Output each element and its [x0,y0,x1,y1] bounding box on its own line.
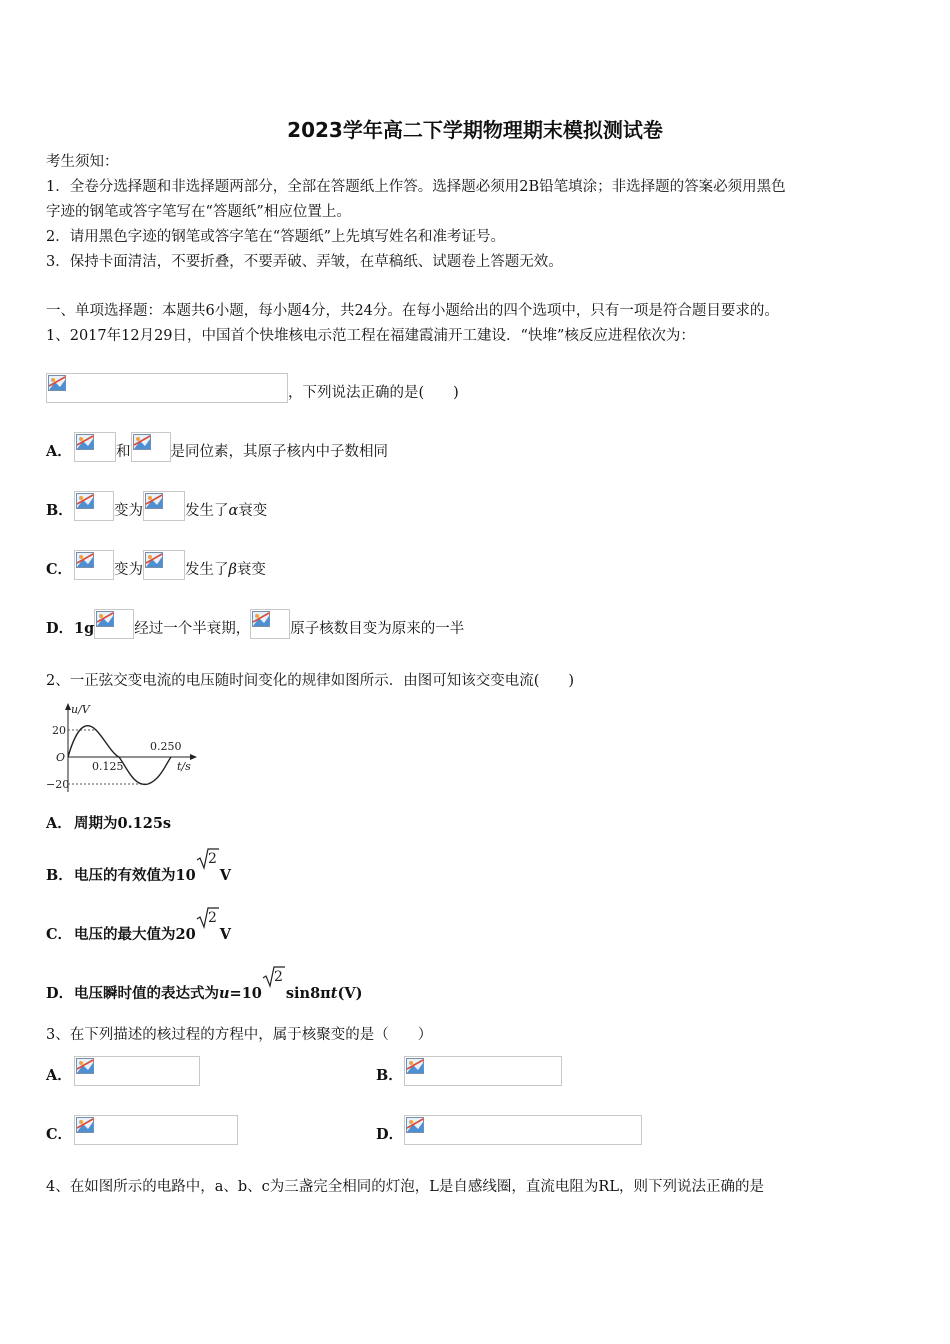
q1-a-image-1 [74,432,116,462]
q1-option-d[interactable]: D．1g 经过一个半衰期， 原子核数目变为原来的一半 [46,609,464,639]
q1-reaction-row: ，下列说法正确的是( ) [46,373,459,403]
q1-stem: 1、2017年12月29日，中国首个快堆核电示范工程在福建霞浦开工建设．“快堆”核反应进程依次为： [46,328,695,344]
sine-curve [68,726,171,785]
q3-stem: 3、在下列描述的核过程的方程中，属于核聚变的是（ ） [46,1027,433,1043]
x-label: t/s [177,760,191,773]
origin-label: O [56,751,66,764]
y-tick-min: −20 [46,778,70,791]
q3-c-image [74,1115,238,1145]
q1-a-image-2 [131,432,171,462]
q2-option-a[interactable]: A． 周期为0.125s [46,815,172,832]
q1-d-image-1 [94,609,134,639]
q3-d-image [404,1115,642,1145]
q1-reaction-image [46,373,288,403]
y-tick-max: 20 [52,724,66,737]
broken-image-icon [252,611,270,627]
sqrt-symbol [262,969,286,998]
q2-option-d[interactable]: D．电压瞬时值的表达式为u=10 2 sin8πt(V) [46,969,363,1002]
q2-option-c[interactable]: C． 电压的最大值为20 2 V [46,910,231,943]
svg-text:2: 2 [207,851,217,867]
broken-image-icon [48,375,66,391]
q3-option-d[interactable]: D． [376,1115,642,1145]
broken-image-icon [76,493,94,509]
sqrt-symbol [196,851,220,880]
svg-text:2: 2 [207,910,217,926]
x-tick-mid: 0.125 [92,760,124,773]
q2-option-b[interactable]: B．电压的有效值为10 2 V [46,851,231,884]
q3-b-image [404,1056,562,1086]
broken-image-icon [406,1117,424,1133]
broken-image-icon [76,434,94,450]
broken-image-icon [96,611,114,627]
sqrt-symbol [196,910,220,939]
broken-image-icon [406,1058,424,1074]
x-tick-end: 0.250 [150,740,182,753]
notice-heading: 考生须知： [46,154,119,170]
broken-image-icon [76,552,94,568]
q1-b-image-2 [143,491,185,521]
broken-image-icon [145,552,163,568]
q2-stem: 2、一正弦交变电流的电压随时间变化的规律如图所示．由图可知该交变电流( ) [46,673,575,689]
svg-text:2: 2 [273,969,283,985]
broken-image-icon [133,434,151,450]
notice-item-1-cont: 字迹的钢笔或答字笔写在“答题纸”相应位置上。 [46,204,351,220]
broken-image-icon [76,1117,94,1133]
page-title: 2023学年高二下学期物理期末模拟测试卷 [287,118,663,142]
q1-option-b[interactable]: B． 变为 发生了α衰变 [46,491,267,521]
q1-option-a[interactable]: A． 和 是同位素，其原子核内中子数相同 [46,432,388,462]
q3-a-image [74,1056,200,1086]
q3-option-c[interactable]: C． [46,1115,238,1145]
broken-image-icon [76,1058,94,1074]
q3-option-b[interactable]: B． [376,1056,562,1086]
q1-b-image-1 [74,491,114,521]
notice-item-3: 3．保持卡面清洁，不要折叠，不要弄破、弄皱，在草稿纸、试题卷上答题无效。 [46,254,563,270]
notice-item-2: 2．请用黑色字迹的钢笔或答字笔在“答题纸”上先填写姓名和准考证号。 [46,229,506,245]
q1-d-image-2 [250,609,290,639]
voltage-time-graph [44,700,204,800]
q1-option-c[interactable]: C． 变为 发生了β衰变 [46,550,266,580]
x-axis-arrow [190,754,197,760]
broken-image-icon [145,493,163,509]
section-heading: 一、单项选择题：本题共6小题，每小题4分，共24分。在每小题给出的四个选项中，只有一项是符合题目要求的。 [46,303,779,319]
notice-item-1: 1．全卷分选择题和非选择题两部分，全部在答题纸上作答。选择题必须用2B铅笔填涂；非选择题的答案必须用黑色 [46,179,786,195]
q4-stem: 4、在如图所示的电路中，a、b、c为三盏完全相同的灯泡，L是自感线圈，直流电阻为RL，则下列说法正确的是 [46,1179,764,1195]
q3-option-a[interactable]: A． [46,1056,200,1086]
q1-c-image-2 [143,550,185,580]
q1-c-image-1 [74,550,114,580]
y-label: u/V [71,703,90,716]
